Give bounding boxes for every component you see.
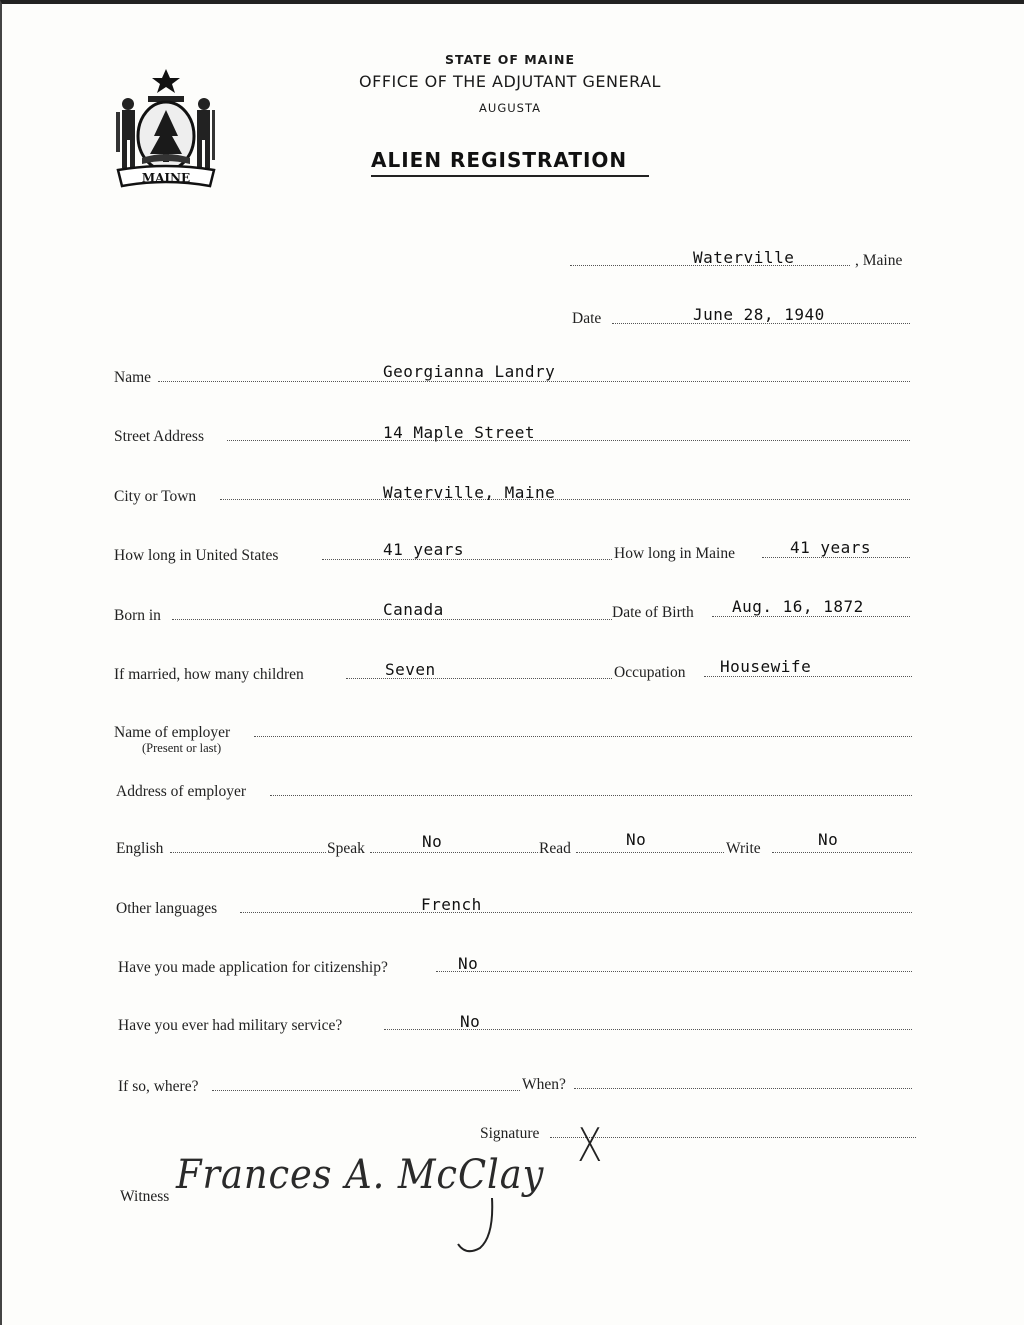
employer-name-sublabel: (Present or last): [142, 741, 222, 755]
where-line: [212, 1090, 520, 1091]
speak-label: Speak: [327, 840, 365, 857]
name-value: Georgianna Landry: [383, 362, 556, 381]
speak-value: No: [422, 832, 443, 851]
dob-label: Date of Birth: [612, 604, 694, 621]
children-value: Seven: [385, 660, 436, 679]
employer-address-label: Address of employer: [116, 783, 246, 800]
city-label: City or Town: [114, 488, 197, 505]
english-line: [170, 852, 326, 853]
title-underline: [371, 175, 649, 177]
citizenship-line: [436, 971, 912, 972]
when-line: [574, 1088, 912, 1089]
occupation-value: Housewife: [720, 657, 812, 676]
name-label: Name: [114, 369, 152, 386]
witness-flourish: [452, 1196, 502, 1256]
english-label: English: [116, 840, 164, 857]
other-languages-value: French: [421, 895, 482, 914]
write-label: Write: [726, 840, 761, 857]
city-value: Waterville, Maine: [383, 483, 556, 502]
born-in-value: Canada: [383, 600, 444, 619]
header-city: AUGUSTA: [479, 101, 541, 115]
where-label: If so, where?: [118, 1078, 199, 1095]
military-label: Have you ever had military service?: [118, 1017, 343, 1034]
street-line: [227, 440, 910, 441]
street-value: 14 Maple Street: [383, 423, 535, 442]
date-value: June 28, 1940: [693, 305, 825, 324]
location-suffix: , Maine: [855, 252, 903, 269]
occupation-line: [704, 676, 912, 677]
maine-duration-value: 41 years: [790, 538, 872, 557]
other-languages-line: [240, 912, 912, 913]
read-label: Read: [539, 840, 571, 857]
witness-signature: Frances A. McClay: [176, 1152, 545, 1198]
witness-label: Witness: [120, 1188, 170, 1205]
dob-line: [712, 616, 910, 617]
children-label: If married, how many children: [114, 666, 304, 683]
form-title: ALIEN REGISTRATION: [371, 148, 628, 172]
maine-seal: [110, 66, 222, 194]
born-in-line: [172, 619, 612, 620]
signature-mark: X: [577, 1118, 603, 1172]
date-label: Date: [572, 310, 602, 327]
occupation-label: Occupation: [614, 664, 686, 681]
street-label: Street Address: [114, 428, 204, 445]
read-line: [576, 852, 724, 853]
us-duration-value: 41 years: [383, 540, 465, 559]
us-duration-label: How long in United States: [114, 547, 279, 564]
maine-duration-line: [762, 557, 910, 558]
maine-duration-label: How long in Maine: [614, 545, 735, 562]
military-value: No: [460, 1012, 481, 1031]
write-line: [772, 852, 912, 853]
other-languages-label: Other languages: [116, 900, 218, 917]
employer-name-label: Name of employer: [114, 724, 231, 741]
header-office: OFFICE OF THE ADJUTANT GENERAL: [359, 72, 661, 91]
name-line: [158, 381, 910, 382]
employer-address-line: [270, 795, 912, 796]
citizenship-label: Have you made application for citizenship?: [118, 959, 388, 976]
speak-line: [370, 852, 538, 853]
signature-label: Signature: [480, 1125, 540, 1142]
seal-text: MAINE: [141, 171, 191, 185]
location-value: Waterville: [693, 248, 795, 267]
dob-value: Aug. 16, 1872: [732, 597, 864, 616]
signature-line: [550, 1137, 916, 1138]
read-value: No: [626, 830, 647, 849]
header-state: STATE OF MAINE: [445, 52, 575, 67]
born-in-label: Born in: [114, 607, 161, 624]
citizenship-value: No: [458, 954, 479, 973]
when-label: When?: [522, 1076, 566, 1093]
employer-name-line: [254, 736, 912, 737]
city-line: [220, 499, 910, 500]
us-duration-line: [322, 559, 612, 560]
write-value: No: [818, 830, 839, 849]
